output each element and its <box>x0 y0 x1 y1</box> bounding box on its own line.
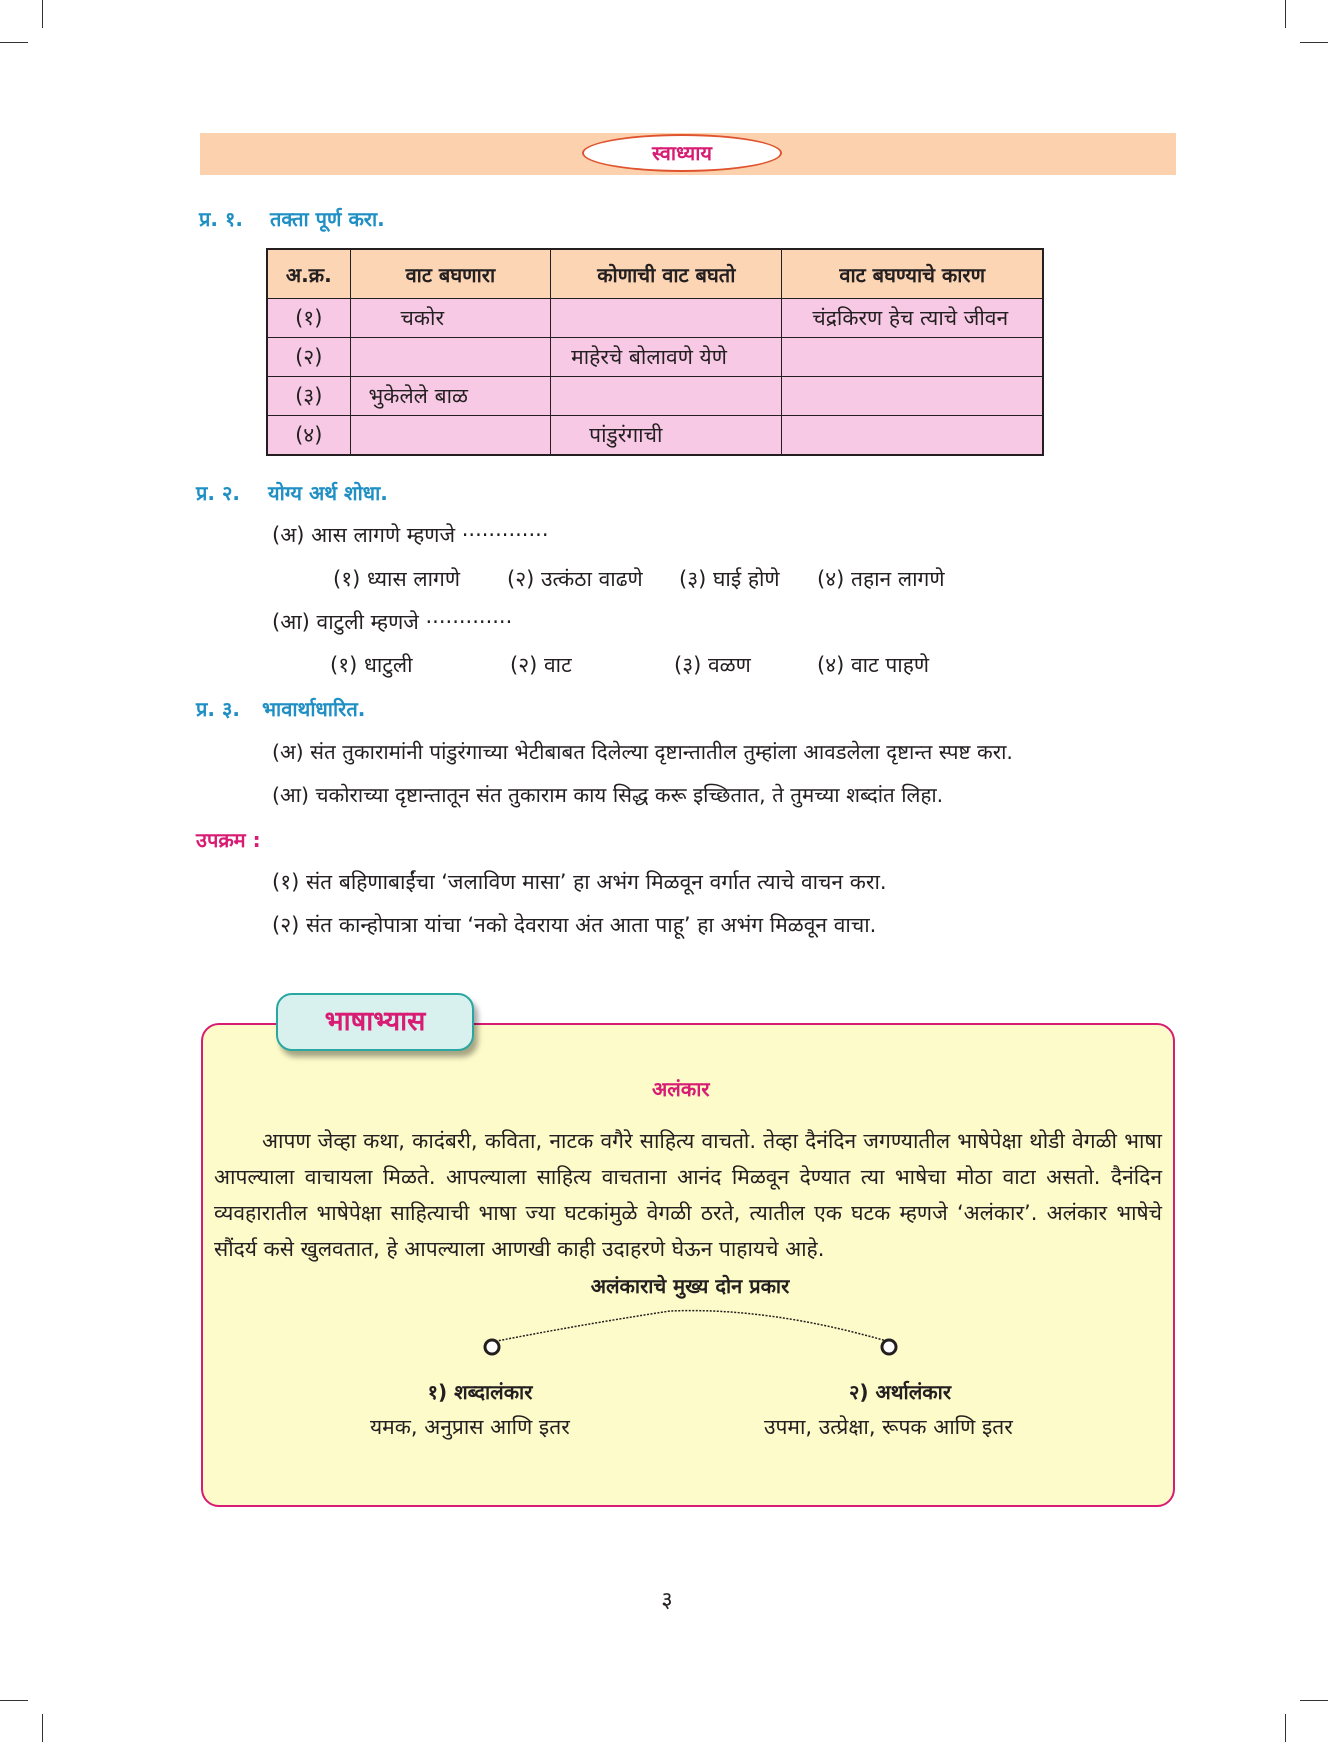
table-row <box>267 338 1043 377</box>
language-heading: अलंकार <box>652 1077 710 1101</box>
table-cell <box>350 338 551 377</box>
table-row <box>267 416 1043 456</box>
connector-node-left <box>485 1340 499 1354</box>
table-header: अ.क्र. <box>267 249 350 299</box>
table-cell <box>782 416 1043 456</box>
q1-table <box>266 248 1044 456</box>
activity-label: उपक्रम : <box>196 828 261 852</box>
table-row <box>267 377 1043 416</box>
section-title: स्वाध्याय <box>582 134 782 172</box>
crop-mark <box>1285 0 1286 28</box>
table-header-row <box>267 249 1043 299</box>
table-cell: माहेरचे बोलावणे येणे <box>551 338 782 377</box>
table-header: कोणाची वाट बघतो <box>551 249 782 299</box>
table-cell: (४) <box>267 416 350 456</box>
q3-item: (अ) संत तुकारामांनी पांडुरंगाच्या भेटीबाबत दिलेल्या दृष्टान्तातील तुम्हांला आवडलेला दृष्टान्त स्पष्ट करा. <box>272 740 1013 764</box>
q2-a-option: (४) तहान लागणे <box>817 567 945 591</box>
activity-item: (१) संत बहिणाबाईंचा ‘जलाविण मासा’ हा अभंग मिळवून वर्गात त्याचे वाचन करा. <box>272 870 887 894</box>
crop-mark <box>1300 1700 1328 1701</box>
type1-title: १) शब्दालंकार <box>427 1380 533 1404</box>
connector-diagram <box>470 1295 910 1365</box>
q2-a-option: (३) घाई होणे <box>679 567 780 591</box>
types-heading: अलंकाराचे मुख्य दोन प्रकार <box>590 1274 790 1298</box>
page-number: ३ <box>661 1588 673 1613</box>
q2-label: प्र. २. <box>196 481 240 505</box>
q2-b-option: (१) धाटुली <box>330 653 413 677</box>
q2-b-option: (४) वाट पाहणे <box>817 653 930 677</box>
connector-wave <box>492 1311 890 1342</box>
q2-b-option: (३) वळण <box>674 653 751 677</box>
language-study-tab: भाषाभ्यास <box>276 993 474 1051</box>
table-cell <box>551 299 782 338</box>
crop-mark <box>42 0 43 28</box>
crop-mark <box>1300 42 1328 43</box>
q2-b-option: (२) वाट <box>510 653 572 677</box>
activity-item: (२) संत कान्होपात्रा यांचा ‘नको देवराया अंत आता पाहू’ हा अभंग मिळवून वाचा. <box>272 913 877 937</box>
table-cell: (१) <box>267 299 350 338</box>
table-cell <box>782 377 1043 416</box>
crop-mark <box>42 1714 43 1742</box>
table-row <box>267 299 1043 338</box>
q2-a-question: (अ) आस लागणे म्हणजे ············· <box>272 523 549 547</box>
connector-node-right <box>882 1340 896 1354</box>
q2-b-question: (आ) वाटुली म्हणजे ············· <box>272 610 513 634</box>
q3-label: प्र. ३. <box>196 697 240 721</box>
q1-label: प्र. १. <box>199 207 243 231</box>
type1-examples: यमक, अनुप्रास आणि इतर <box>370 1415 570 1439</box>
table-cell: पांडुरंगाची <box>551 416 782 456</box>
table-cell <box>350 416 551 456</box>
table-cell: भुकेलेले बाळ <box>350 377 551 416</box>
table-cell <box>782 338 1043 377</box>
type2-examples: उपमा, उत्प्रेक्षा, रूपक आणि इतर <box>764 1415 1013 1439</box>
table-header: वाट बघण्याचे कारण <box>782 249 1043 299</box>
q3-text: भावार्थाधारित. <box>262 697 366 721</box>
q3-item: (आ) चकोराच्या दृष्टान्तातून संत तुकाराम काय सिद्ध करू इच्छितात, ते तुमच्या शब्दांत लिहा. <box>272 783 944 807</box>
type2-title: २) अर्थालंकार <box>848 1380 952 1404</box>
table-cell <box>551 377 782 416</box>
table-cell: (२) <box>267 338 350 377</box>
table-cell: चकोर <box>350 299 551 338</box>
table-header: वाट बघणारा <box>350 249 551 299</box>
language-paragraph: आपण जेव्हा कथा, कादंबरी, कविता, नाटक वगैरे साहित्य वाचतो. तेव्हा दैनंदिन जगण्यातील भाषेपेक्षा थोडी वेगळी भाषा आपल्याला वाचायला मिळते. आपल्याला साहित्य वाचताना आनंद मिळवून देण्यात त्या भाषेचा मोठा वाटा असतो. दैनंदिन व्यवहारातील भाषेपेक्षा साहित्याची भाषा ज्या घटकांमुळे वेगळी ठरते, त्यातील एक घटक म्हणजे ‘अलंकार’. अलंकार भाषेचे सौंदर्य कसे खुलवतात, हे आपल्याला आणखी काही उदाहरणे घेऊन पाहायचे आहे. <box>214 1129 1162 1261</box>
table-cell: (३) <box>267 377 350 416</box>
crop-mark <box>0 1700 28 1701</box>
q2-a-option: (२) उत्कंठा वाढणे <box>507 567 643 591</box>
q1-text: तक्ता पूर्ण करा. <box>270 207 385 231</box>
q2-text: योग्य अर्थ शोधा. <box>268 481 388 505</box>
table-cell: चंद्रकिरण हेच त्याचे जीवन <box>782 299 1043 338</box>
q2-a-option: (१) ध्यास लागणे <box>333 567 461 591</box>
crop-mark <box>0 42 28 43</box>
crop-mark <box>1285 1714 1286 1742</box>
